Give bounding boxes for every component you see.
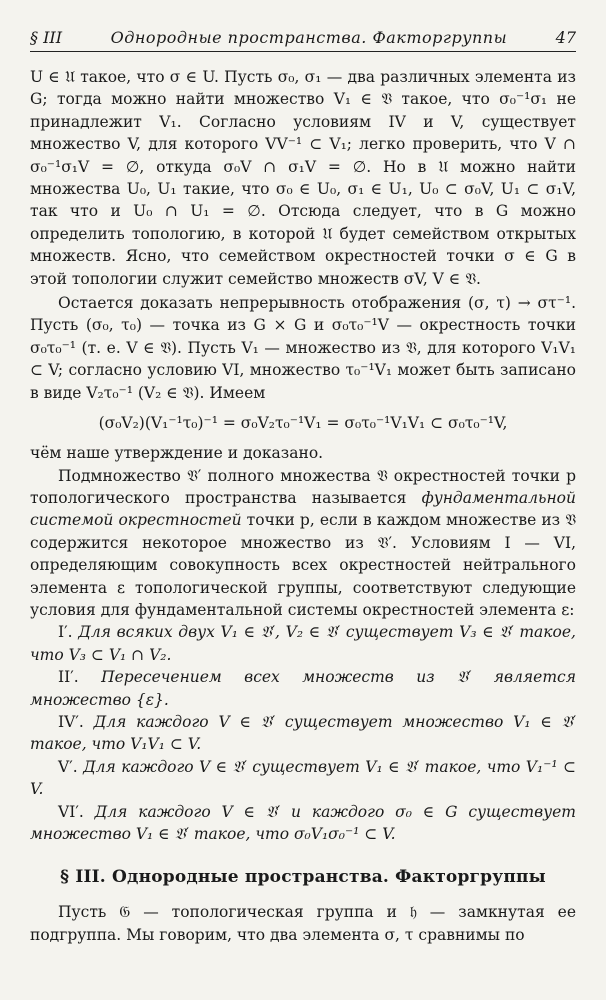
- definition-paragraph: [30, 465, 576, 622]
- condition-number: V′.: [58, 757, 78, 776]
- paragraph-1: U ∈ 𝔘 такое, что σ ∈ U. Пусть σ₀, σ₁ — два различных элемента из G; тогда можно найти множество V₁ ∈ 𝔙 такое, что σ₀⁻¹σ₁ не принадлежит V₁. Согласно условиям IV и V, существует множество V, для которого VV⁻¹ ⊂ V₁; легко проверить, что V ∩ σ₀⁻¹σ₁V = ∅, откуда σ₀V ∩ σ₁V = ∅. Но в 𝔘 можно найти множества U₀, U₁ такие, что σ₀ ∈ U₀, σ₁ ∈ U₁, U₀ ⊂ σ₀V, U₁ ⊂ σ₁V, так что и U₀ ∩ U₁ = ∅. Отсюда следует, что в G можно определить топологию, в которой 𝔘 будет семейством открытых множеств. Ясно, что семейством окрестностей точки σ ∈ G в этой топологии служит семейство множеств σV, V ∈ 𝔙.: [30, 68, 576, 288]
- condition-vi: [30, 801, 576, 846]
- definition-term: фундаментальной системой окрестностей: [30, 488, 576, 530]
- condition-iv: [30, 711, 576, 756]
- condition-number: I′.: [58, 623, 73, 642]
- section-label: § III: [30, 28, 63, 47]
- definition-text-1: Подмножество 𝔙′ полного множества 𝔙 окрестностей точки p топологического пространства называется: [30, 466, 576, 507]
- paragraph-2: Остается доказать непрерывность отображения (σ, τ) → στ⁻¹. Пусть (σ₀, τ₀) — точка из G × G и σ₀τ₀⁻¹V — окрестность точки σ₀τ₀⁻¹ (т. е. V ∈ 𝔙). Пусть V₁ — множество из 𝔙, для которого V₁V₁ ⊂ V; согласно условию VI, множество τ₀⁻¹V₁ может быть записано в виде V₂τ₀⁻¹ (V₂ ∈ 𝔙). Имеем: [30, 294, 576, 402]
- section-heading: § III. Однородные пространства. Факторгруппы: [60, 867, 546, 888]
- running-title: Однородные пространства. Факторгруппы: [110, 28, 508, 47]
- display-formula: (σ₀V₂)(V₁⁻¹τ₀)⁻¹ = σ₀V₂τ₀⁻¹V₁ = σ₀τ₀⁻¹V₁V₁ ⊂ σ₀τ₀⁻¹V,: [98, 414, 508, 433]
- condition-ii: [30, 666, 576, 711]
- condition-number: IV′.: [58, 712, 84, 731]
- condition-text: Для каждого V ∈ 𝔙′ существует V₁ ∈ 𝔙′ такое, что V₁⁻¹ ⊂ V.: [30, 757, 576, 799]
- running-head: [30, 28, 576, 52]
- condition-number: VI′.: [58, 802, 84, 821]
- condition-v: [30, 756, 576, 801]
- definition-text-2: точки p, если в каждом множестве из 𝔙 содержится некоторое множество из 𝔙′. Условиям I — VI, определяющим совокупность всех окрестностей нейтрального элемента ε топологической группы, соответствуют следующие условия для фундаментальной системы окрестностей элемента ε:: [30, 511, 576, 619]
- condition-text: Для всяких двух V₁ ∈ 𝔙′, V₂ ∈ 𝔙′ существует V₃ ∈ 𝔙′ такое, что V₃ ⊂ V₁ ∩ V₂.: [30, 623, 576, 664]
- paragraph-after-formula: чём наше утверждение и доказано.: [30, 444, 324, 463]
- condition-number: II′.: [58, 668, 79, 687]
- condition-text: Для каждого V ∈ 𝔙′ и каждого σ₀ ∈ G существует множество V₁ ∈ 𝔙′ такое, что σ₀V₁σ₀⁻¹ ⊂ V.: [30, 802, 576, 843]
- condition-text: Пересечением всех множеств из 𝔙′ является множество {ε}.: [30, 668, 576, 709]
- closing-paragraph: Пусть 𝔊 — топологическая группа и 𝔥 — замкнутая ее подгруппа. Мы говорим, что два элемента σ, τ сравнимы по: [30, 903, 576, 944]
- condition-i: [30, 621, 576, 666]
- page-number: 47: [555, 28, 576, 47]
- condition-text: Для каждого V ∈ 𝔙′ существует множество V₁ ∈ 𝔙′ такое, что V₁V₁ ⊂ V.: [30, 712, 576, 754]
